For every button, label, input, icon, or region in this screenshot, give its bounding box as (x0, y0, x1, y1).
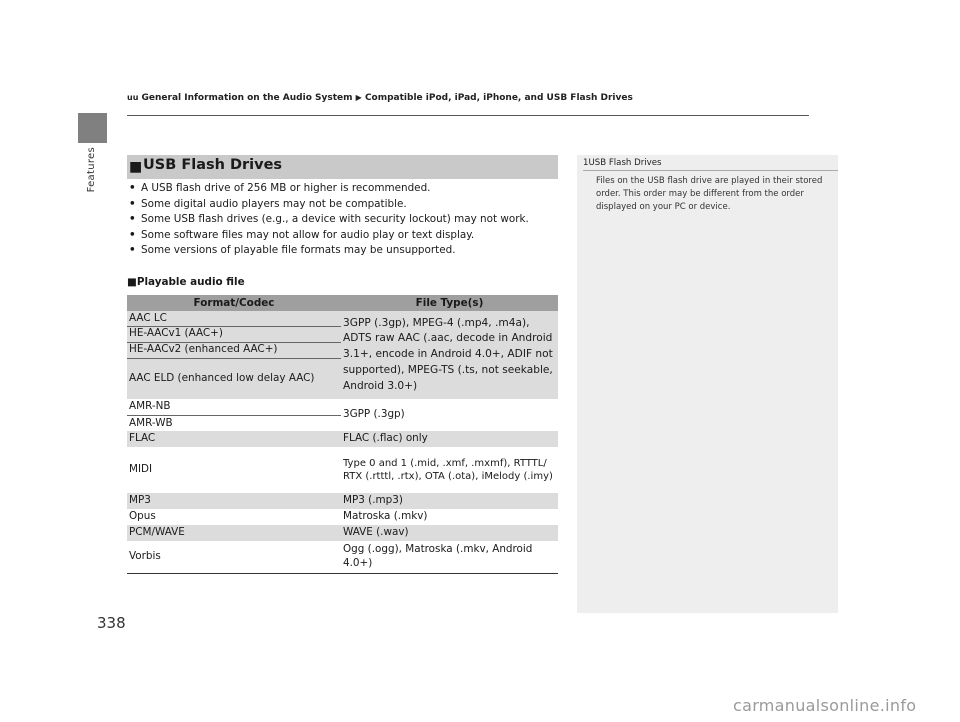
subheading (127, 276, 245, 288)
note-title (583, 158, 661, 168)
section-title: USB Flash Drives (143, 157, 283, 173)
bullet-list (129, 181, 529, 259)
table-cell: AAC LC (127, 311, 341, 326)
watermark: carmanualsonline.info (733, 696, 917, 715)
table-row (127, 311, 558, 326)
audio-format-table (127, 295, 558, 574)
table-cell: PCM/WAVE (129, 526, 185, 539)
table-cell: HE-AACv2 (enhanced AAC+) (127, 342, 341, 358)
table-row (127, 525, 558, 541)
table-cell: Matroska (.mkv) (343, 510, 428, 523)
table-row (127, 431, 558, 447)
subheading-square-icon: ■ (127, 276, 137, 288)
table-row (127, 541, 558, 573)
table-header-format: Format/Codec (127, 295, 341, 311)
note-title-text: USB Flash Drives (588, 158, 662, 168)
table-header-file-types: File Type(s) (341, 295, 558, 311)
note-marker-icon: 1 (583, 158, 589, 168)
breadcrumb-separator-icon: ▶ (355, 93, 362, 102)
table-cell: 3GPP (.3gp) (343, 408, 405, 421)
table-cell: Ogg (.ogg), Matroska (.mkv, Android 4.0+) (341, 541, 558, 573)
section-square-icon: ■ (129, 159, 143, 175)
breadcrumb-part-2: Compatible iPod, iPad, iPhone, and USB Flash Drives (364, 93, 633, 103)
breadcrumb (127, 93, 633, 103)
table-header-row (127, 295, 558, 311)
section-heading-bar (127, 155, 558, 179)
table-cell: Type 0 and 1 (.mid, .xmf, .mxmf), RTTTL/ RTX (.rtttl, .rtx), OTA (.ota), iMelody (.imy) (343, 457, 553, 482)
subheading-text: Playable audio file (136, 276, 245, 288)
note-divider (583, 170, 838, 171)
side-tab (78, 113, 107, 143)
table-cell: AMR-WB (129, 416, 173, 429)
table-row (127, 399, 558, 415)
header-divider (127, 115, 809, 116)
table-cell: AMR-NB (127, 399, 341, 415)
list-item: • A USB flash drive of 256 MB or higher is recommended. (129, 182, 431, 194)
list-item: • Some digital audio players may not be compatible. (129, 197, 407, 210)
note-body: Files on the USB flash drive are played in their stored order. This order may be different from the order displayed on your PC or device. (596, 176, 823, 212)
table-cell: 3GPP (.3gp), MPEG-4 (.mp4, .m4a), ADTS raw AAC (.aac, decode in Android 3.1+, encode in Android 4.0+, ADIF not supported), MPEG-TS (.ts, not seekable, Android 3.0+) (341, 311, 558, 399)
table-row (127, 509, 558, 525)
table-cell: MP3 (129, 494, 151, 507)
sidebar-note-panel (577, 155, 838, 613)
table-cell: MIDI (129, 463, 153, 476)
list-item: • Some software files may not allow for audio play or text display. (129, 228, 475, 241)
breadcrumb-part-1: General Information on the Audio System (141, 93, 353, 103)
table-cell: FLAC (129, 432, 156, 445)
table-cell: FLAC (.flac) only (343, 432, 428, 445)
table-row (127, 493, 558, 509)
table-cell: WAVE (.wav) (343, 526, 409, 539)
table-cell: AAC ELD (enhanced low delay AAC) (127, 358, 341, 399)
breadcrumb-arrow-icon: uu (127, 93, 139, 102)
side-label: Features (86, 147, 97, 193)
list-item: • Some versions of playable file formats may be unsupported. (129, 244, 456, 257)
table-cell: HE-AACv1 (AAC+) (127, 326, 341, 342)
list-item: • Some USB flash drives (e.g., a device with security lockout) may not work. (129, 213, 529, 226)
page-number: 338 (97, 614, 126, 632)
table-row (127, 447, 558, 493)
table-cell: Opus (129, 510, 156, 523)
table-cell: Vorbis (127, 541, 341, 573)
table-cell: MP3 (.mp3) (343, 494, 403, 507)
